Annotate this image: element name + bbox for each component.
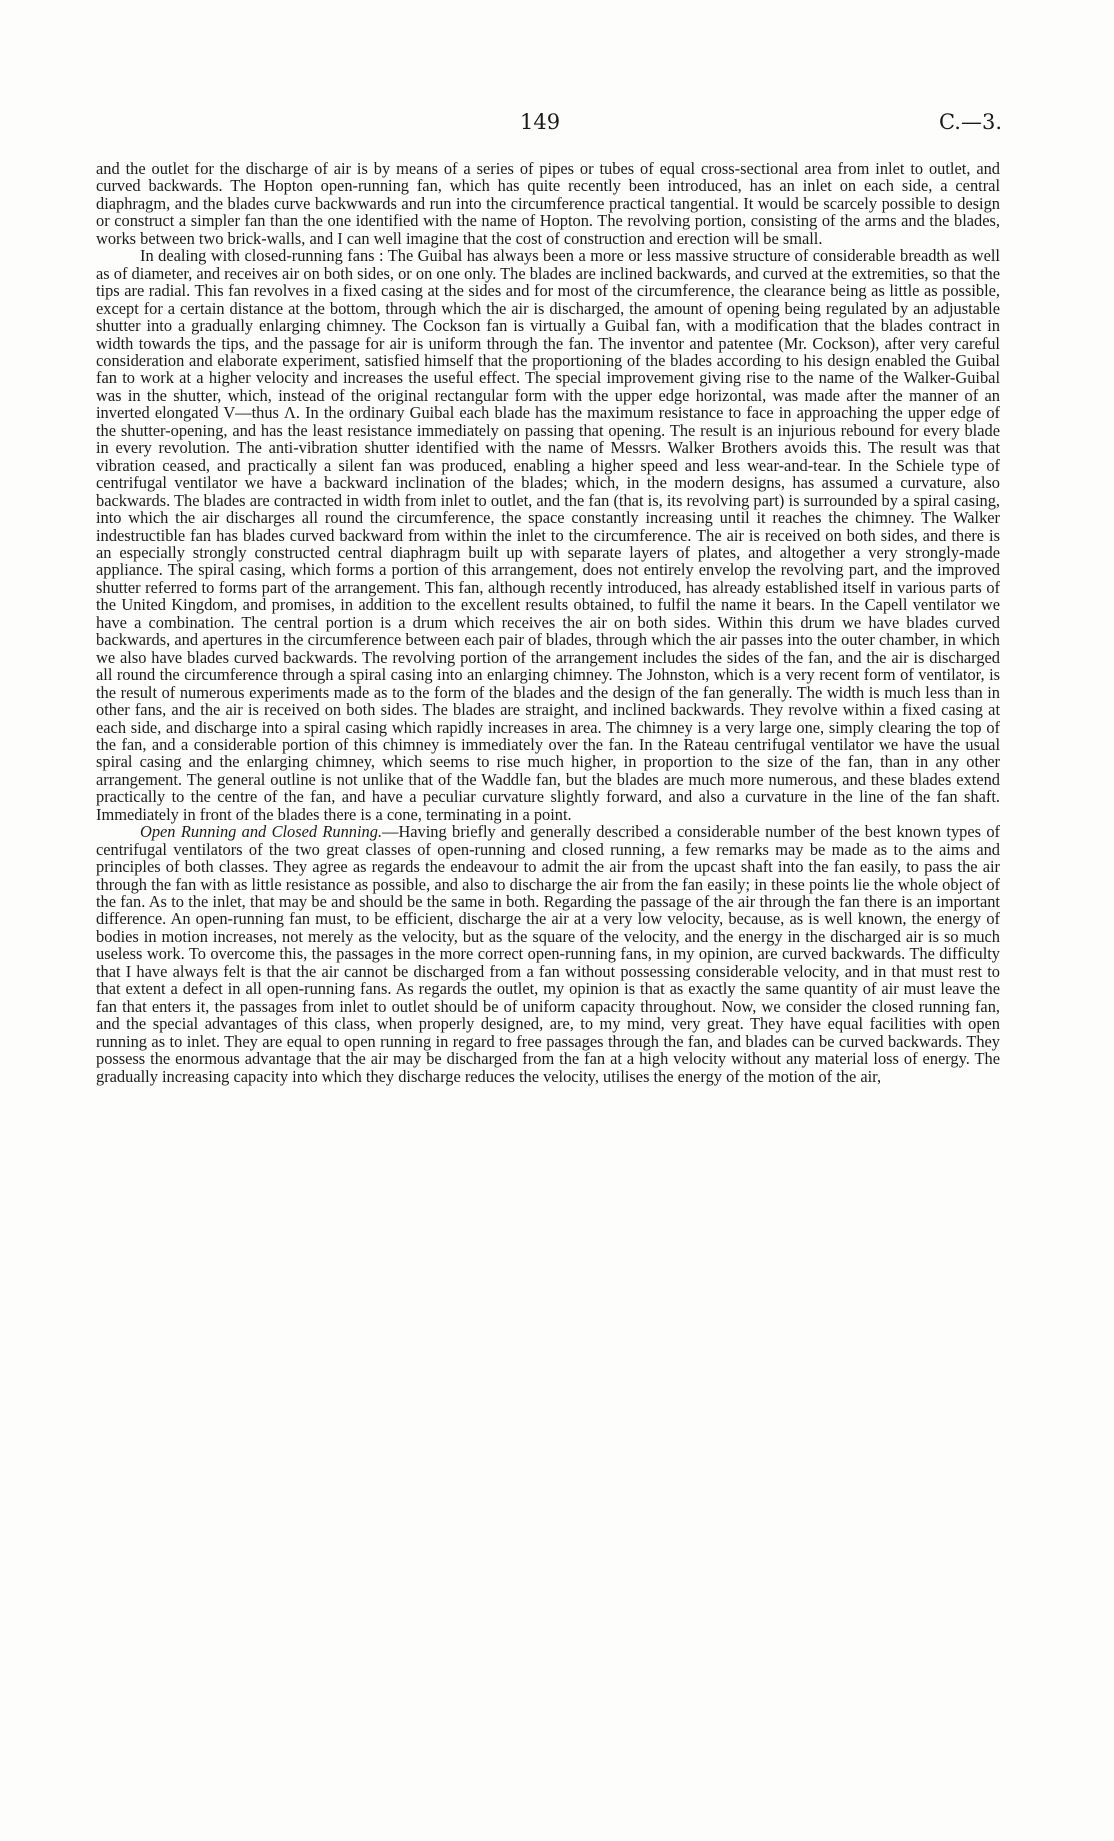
paragraph-body: —Having briefly and generally described a considerable number of the best known types of centrifugal ventilators of the two great classes of open-running and closed running, a few remarks may be made as to the aims and principles of both classes. They agree as regards the endeavour to admit the air from the upcast shaft into the fan easily, to pass the air through the fan with as little resistance as possible, and also to discharge the air from the fan easily; in these points lie the whole object of the fan. As to the inlet, that may be and should be the same in both. Regarding the passage of the air through the fan there is an important difference. An open-running fan must, to be efficient, discharge the air at a very low velocity, because, as is well known, the energy of bodies in motion increases, not merely as the velocity, but as the square of the velocity, and the energy in the discharged air is so much useless work. To overcome this, the passages in the more correct open-running fans, in my opinion, are curved backwards. The difficulty that I have always felt is that the air cannot be discharged from a fan without possessing considerable velocity, and in that must rest to that extent a defect in all open-running fans. As regards the outlet, my opinion is that as exactly the same quantity of air must leave the fan that enters it, the passages from inlet to outlet should be of uniform capacity throughout. Now, we consider the closed running fan, and the special advantages of this class, when properly designed, are, to my mind, very great. They have equal facilities with open running as to inlet. They are equal to open running in regard to free passages through the fan, and blades can be curved backwards. They possess the enormous advantage that the air may be discharged from the fan at a high velocity without any material loss of energy. The gradually increasing capacity into which they discharge reduces the velocity, utilises the energy of the motion of the air, bbox=[96, 822, 1000, 1086]
paragraph-closed-running-fans: In dealing with closed-running fans : The Guibal has always been a more or less massive structure of considerable breadth as well as of diameter, and receives air on both sides, or on one only. The blades are inclined backwards, and curved at the extremities, so that the tips are radial. This fan revolves in a fixed casing at the sides and for most of the circumference, the clearance being as little as possible, except for a certain distance at the bottom, through which the air is discharged, the amount of opening being regulated by an adjustable shutter into a gradually enlarging chimney. The Cockson fan is virtually a Guibal fan, with a modification that the blades contract in width towards the tips, and the passage for air is uniform through the fan. The inventor and patentee (Mr. Cockson), after very careful consideration and elaborate experiment, satisfied himself that the proportioning of the blades according to his design enabled the Guibal fan to work at a higher velocity and increases the useful effect. The special improvement giving rise to the name of the Walker-Guibal was in the shutter, which, instead of the original rectangular form with the upper edge horizontal, was made after the manner of an inverted elongated V—thus Λ. In the ordinary Guibal each blade has the maximum resistance to face in approaching the upper edge of the shutter-opening, and has the least resistance immediately on passing that opening. The result is an injurious rebound for every blade in every revolution. The anti-vibration shutter identified with the name of Messrs. Walker Brothers avoids this. The result was that vibration ceased, and practically a silent fan was produced, enabling a higher speed and less wear-and-tear. In the Schiele type of centrifugal ventilator we have a backward inclination of the blades; which, in the modern designs, has assumed a curvature, also backwards. The blades are contracted in width from inlet to outlet, and the fan (that is, its revolving part) is surrounded by a spiral casing, into which the air discharges all round the circumference, the space constantly increasing until it reaches the chimney. The Walker indestructible fan has blades curved backward from within the inlet to the circumference. The air is received on both sides, and there is an especially strongly constructed central diaphragm built up with separate layers of plates, and altogether a very strongly-made appliance. The spiral casing, which forms a portion of this arrangement, does not entirely envelop the revolving part, and the improved shutter referred to forms part of the arrangement. This fan, although recently introduced, has already established itself in various parts of the United Kingdom, and promises, in addition to the excellent results obtained, to fulfil the name it bears. In the Capell ventilator we have a combination. The central portion is a drum which receives the air on both sides. Within this drum we have blades curved backwards, and apertures in the circumference between each pair of blades, through which the air passes into the outer chamber, in which we also have blades curved backwards. The revolving portion of the arrangement includes the sides of the fan, and the air is discharged all round the circumference through a spiral casing into an enlarging chimney. The Johnston, which is a very recent form of ventilator, is the result of numerous experiments made as to the form of the blades and the design of the fan generally. The width is much less than in other fans, and the air is received on both sides. The blades are straight, and inclined backwards. They revolve within a fixed casing at each side, and discharge into a spiral casing which rapidly increases in area. The chimney is a very large one, simply clearing the top of the fan, and a considerable portion of this chimney is immediately over the fan. In the Rateau centrifugal ventilator we have the usual spiral casing and the enlarging chimney, which seems to rise much higher, in proportion to the size of the fan, than in any other arrangement. The general outline is not unlike that of the Waddle fan, but the blades are much more numerous, and these blades extend practically to the centre of the fan, and have a peculiar curvature slightly forward, and also a curvature in the line of the fan shaft. Immediately in front of the blades there is a cone, terminating in a point. bbox=[96, 246, 1000, 824]
body-text bbox=[96, 160, 1000, 1085]
document-reference: C.—3. bbox=[938, 110, 1002, 134]
page-number: 149 bbox=[520, 110, 561, 134]
paragraph-open-and-closed-running bbox=[96, 823, 1000, 1085]
section-heading: Open Running and Closed Running. bbox=[140, 822, 383, 842]
page-header bbox=[0, 110, 1114, 140]
paragraph-continuation: and the outlet for the discharge of air is by means of a series of pipes or tubes of equal cross-sectional area from inlet to outlet, and curved backwards. The Hopton open-running fan, which has quite recently been introduced, has an inlet on each side, a central diaphragm, and the blades curve backwwards and run into the circumference practical tangential. It would be scarcely possible to design or construct a simpler fan than the one identified with the name of Hopton. The revolving portion, consisting of the arms and the blades, works between two brick-walls, and I can well imagine that the cost of construction and erection will be small. bbox=[96, 159, 1000, 248]
